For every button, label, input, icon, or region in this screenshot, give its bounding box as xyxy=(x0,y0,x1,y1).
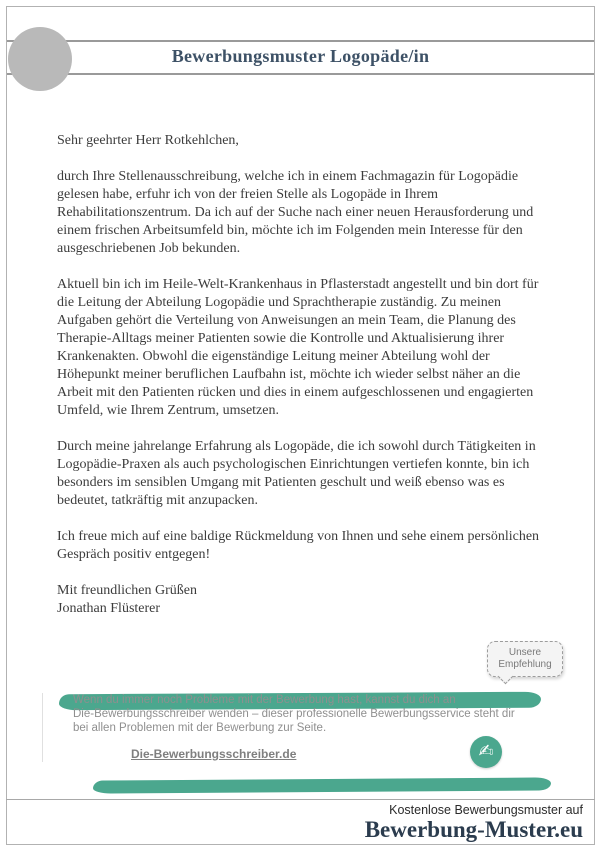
recommendation-line-2: Die-Bewerbungsschreiber wenden – dieser professionelle Bewerbungsservice steht dir xyxy=(73,708,515,720)
header-divider-bottom xyxy=(7,73,594,75)
footer xyxy=(365,803,583,842)
signature-block xyxy=(57,582,541,618)
signature-name: Jonathan Flüsterer xyxy=(57,601,161,616)
letter-paragraph: Aktuell bin ich im Heile-Welt-Krankenhaus in Pflasterstadt angestellt und bin dort für die Leitung der Abteilung Logopädie und Sprachtherapie zuständig. Zu meinen Aufgaben gehört die Verteilung von Anweisungen an mein Team, die Planung des Therapie-Alltags meiner Patienten sowie die Kontrolle und Aktualisierung ihrer Krankenakten. Obwohl die eigenständige Leitung meiner Abteilung wohl der Höhepunkt meiner beruflichen Laufbahn ist, möchte ich wieder selbst näher an die Arbeit mit den Patienten rücken und dies in einem aufgeschlossenen und engagierten Umfeld, wie Ihrem Zentrum, umsetzen. xyxy=(57,277,539,418)
header-divider-top xyxy=(7,40,594,42)
recommendation-line-1: Wenn du immer noch Probleme mit der Bewerbung hast, kannst du dich an xyxy=(73,694,456,706)
letter-body xyxy=(57,132,541,618)
letter-paragraph: Ich freue mich auf eine baldige Rückmeldung von Ihnen und sehe einem persönlichen Gespräch positiv entgegen! xyxy=(57,529,540,562)
salutation: Sehr geehrter Herr Rotkehlchen, xyxy=(57,133,239,148)
footer-brand: Bewerbung-Muster.eu xyxy=(364,817,583,842)
footer-divider xyxy=(6,799,595,800)
letter-paragraph: durch Ihre Stellenausschreibung, welche ich in einem Fachmagazin für Logopädie gelesen habe, erfuhr ich von der freien Stelle als Logopäde in Ihrem Rehabilitationszentrum. Da ich auf der Suche nach einer neuen Herausforderung und einem frischen Arbeitsumfeld bin, möchte ich im Folgenden mein Interesse für den ausgeschriebenen Job bekunden. xyxy=(57,169,534,256)
page-title: Bewerbungsmuster Logopäde/in xyxy=(171,46,430,66)
recommendation-bubble: Unsere Empfehlung xyxy=(487,641,563,677)
writing-hand-icon: ✍ xyxy=(470,736,502,768)
recommendation-line-3: bei allen Problemen mit der Bewerbung zur Seite. xyxy=(73,722,327,734)
letter-paragraph: Durch meine jahrelange Erfahrung als Logopäde, die ich sowohl durch Tätigkeiten in Logopädie-Praxen als auch psychologischen Einrichtungen vertiefen konnte, bin ich besonders im sensiblen Umgang mit Patienten geschult und weiß ebenso was es bedeutet, tatkräftig mit anzupacken. xyxy=(57,439,536,508)
die-bewerbungsschreiber-link[interactable]: Die-Bewerbungsschreiber.de xyxy=(131,747,297,761)
closing-line: Mit freundlichen Grüßen xyxy=(57,583,197,598)
footer-tagline: Kostenlose Bewerbungsmuster auf xyxy=(389,803,583,817)
logo-circle xyxy=(8,27,72,91)
teal-brush-stroke-bottom xyxy=(93,777,551,793)
